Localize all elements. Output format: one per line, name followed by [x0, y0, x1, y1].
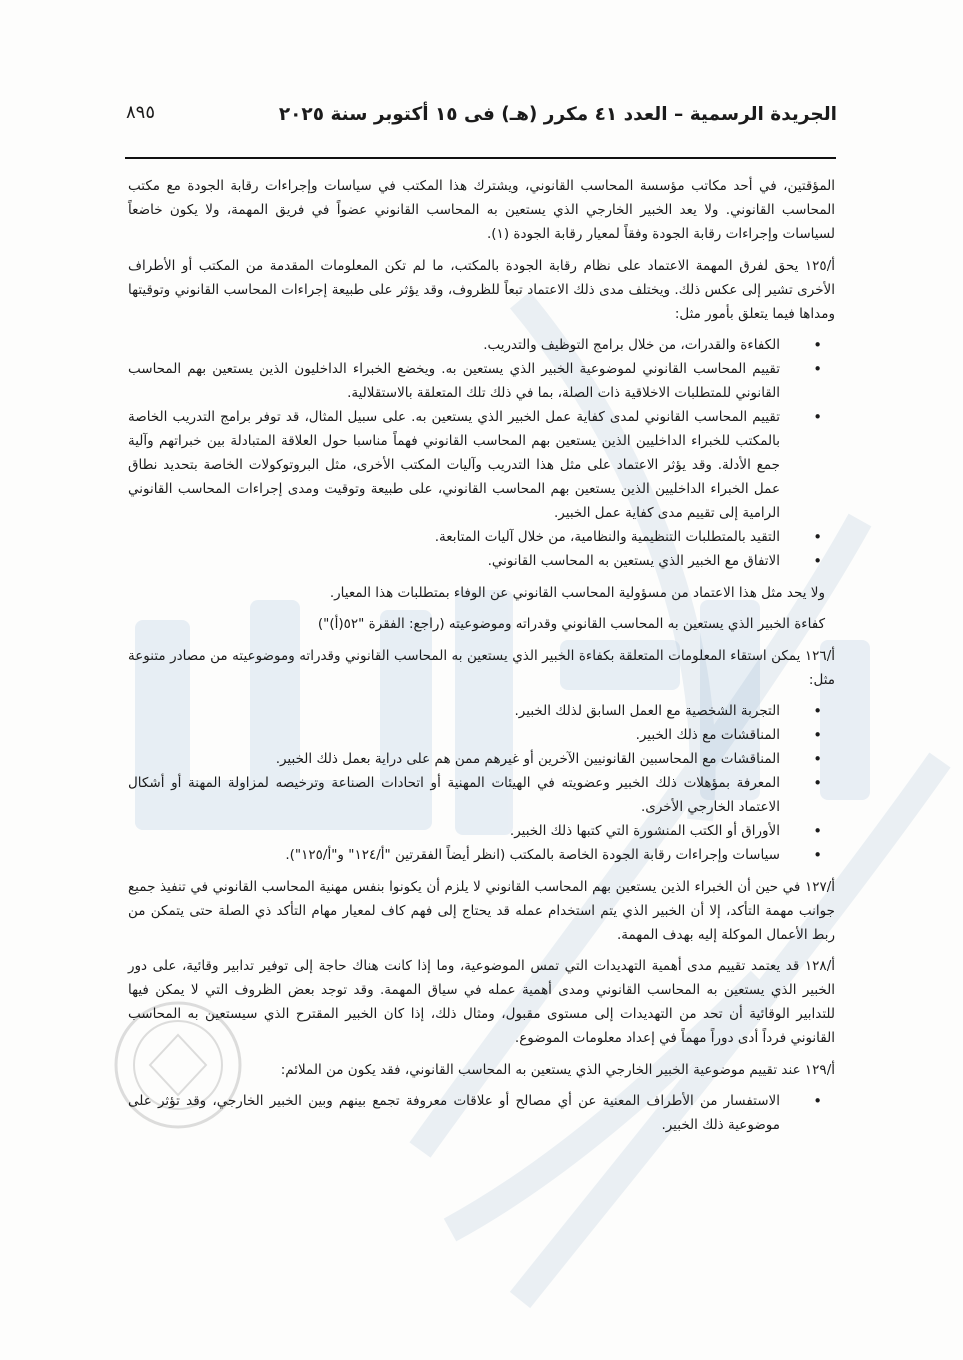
- bullet-list-a126: [128, 699, 835, 867]
- page-body: [128, 174, 835, 1145]
- note-paragraph: ولا يحد مثل هذا الاعتماد من مسؤولية المحاسب القانوني عن الوفاء بمتطلبات هذا المعيار.: [329, 584, 825, 601]
- paragraph-text: في حين أن الخبراء الذين يستعين بهم المحاسب القانوني لا يلزم أن يكونوا بنفس مهنية المحاسب القانوني في تنفيذ جميع جوانب مهمة التأكد، إلا أن الخبير الذي يتم استخدام عمله قد يحتاج إلى فهم كاف لمعيار مهام التأكد ذي الصلة حتى يتمكن من ربط الأعمال الموكلة إليه بهدف المهمة.: [128, 878, 835, 943]
- list-item: • الاستفسار من الأطراف المعنية عن أي مصالح أو علاقات معروفة تجمع بينهم وبين الخبير الخارجي، وقد تؤثر على موضوعية ذلك الخبير.: [128, 1089, 780, 1137]
- paragraph-number: أ/١٢٧: [804, 878, 836, 895]
- list-item: • المناقشات مع المحاسبين القانونيين الآخرين أو غيرهم ممن هم على دراية بعمل ذلك الخبير.: [128, 747, 780, 771]
- paragraph-a127: [128, 875, 835, 947]
- paragraph-a126: [128, 644, 835, 692]
- paragraph-text: عند تقييم موضوعية الخبير الخارجي الذي يستعين به المحاسب القانوني، فقد يكون من الملائم:: [280, 1061, 801, 1078]
- paragraph-a125: [128, 254, 835, 326]
- list-item: • الأوراق أو الكتب المنشورة التي كتبها ذلك الخبير.: [128, 819, 780, 843]
- paragraph-number: أ/١٢٨: [804, 958, 835, 975]
- bullet-list-a125: [128, 333, 835, 573]
- paragraph-text: يحق لفرق المهمة الاعتماد على نظام رقابة الجودة بالمكتب، ما لم تكن المعلومات المقدمة من المكتب أو الأطراف الأخرى تشير إلى عكس ذلك. ويختلف مدى ذلك الاعتماد تبعاً للظروف، وقد يؤثر على طبيعة إجراءات المحاسب القانوني وتوقيتها ومداها فيما يتعلق بأمور مثل:: [128, 257, 835, 322]
- list-item: • تقييم المحاسب القانوني لمدى كفاية عمل الخبير الذي يستعين به. على سبيل المثال، قد توفر برامج التدريب الخاصة بالمكتب للخبراء الداخليين الذين يستعين بهم المحاسب القانوني فهماً مناسبا حول العلاقة المتبادلة بين خبراتهم وآلية جمع الأدلة. وقد يؤثر الاعتماد على مثل هذا التدريب وآليات المكتب الأخرى، مثل البروتوكولات الخاصة بتحديد نطاق عمل الخبراء الداخليين الذين يستعين بهم المحاسب القانوني، على طبيعة وتوقيت ومدى إجراءات المحاسب القانوني الرامية إلى تقييم مدى كفاية عمل الخبير.: [128, 405, 780, 525]
- section-heading: كفاءة الخبير الذي يستعين به المحاسب القانوني وقدراته وموضوعيته (راجع: الفقرة "٥٢(أ)"): [317, 616, 825, 633]
- list-item: • المناقشات مع ذلك الخبير.: [128, 723, 780, 747]
- list-item: • التجربة الشخصية مع العمل السابق لذلك الخبير.: [128, 699, 780, 723]
- list-item: • تقييم المحاسب القانوني لموضوعية الخبير الذي يستعين به. ويخضع الخبراء الداخليون الذين يستعين بهم المحاسب القانوني للمتطلبات الاخلاقية ذات الصلة، بما في ذلك تلك المتعلقة بالاستقلالية.: [128, 357, 780, 405]
- paragraph-a129: [128, 1058, 835, 1082]
- list-item: • الكفاءة والقدرات، من خلال برامج التوظيف والتدريب.: [128, 333, 780, 357]
- gazette-header-title: الجريدة الرسمية – العدد ٤١ مكرر (هـ) فى ١٥ أكتوبر سنة ٢٠٢٥: [278, 104, 837, 125]
- paragraph-a128: [128, 954, 835, 1050]
- paragraph-text: يمكن استقاء المعلومات المتعلقة بكفاءة الخبير الذي يستعين به المحاسب القانوني وقدراته وموضوعيته من مصادر متنوعة مثل:: [128, 647, 835, 688]
- header-divider: [125, 157, 836, 159]
- list-item: • سياسات وإجراءات رقابة الجودة الخاصة بالمكتب (انظر أيضاً الفقرتين "أ/١٢٤" و"أ/١٢٥").: [128, 843, 780, 867]
- paragraph-number: أ/١٢٦: [804, 647, 835, 664]
- paragraph-number: أ/١٢٩: [804, 1061, 835, 1078]
- page-number: ٨٩٥: [126, 102, 156, 123]
- list-item: • المعرفة بمؤهلات ذلك الخبير وعضويته في الهيئات المهنية أو اتحادات الصناعة وترخيصه لمزاولة المهنة أو أشكال الاعتماد الخارجي الأخرى.: [128, 771, 780, 819]
- intro-paragraph: المؤقتين، في أحد مكاتب مؤسسة المحاسب القانوني، ويشترك هذا المكتب في سياسات وإجراءات رقابة الجودة مع مكتب المحاسب القانوني. ولا يعد الخبير الخارجي الذي يستعين به المحاسب القانوني عضواً في فريق المهمة، ولا يكون خاضعاً لسياسات وإجراءات رقابة الجودة وفقاً لمعيار رقابة الجودة (١).: [128, 178, 835, 243]
- list-item: • الاتفاق مع الخبير الذي يستعين به المحاسب القانوني.: [128, 549, 780, 573]
- list-item: • التقيد بالمتطلبات التنظيمية والنظامية، من خلال آليات المتابعة.: [128, 525, 780, 549]
- paragraph-text: قد يعتمد تقييم مدى أهمية التهديدات التي تمس الموضوعية، وما إذا كانت هناك حاجة إلى توفير تدابير وقائية، على دور الخبير الذي يستعين به المحاسب القانوني ومدى أهمية عمله في سياق المهمة. وقد توجد بعض الظروف التي لا يمكن فيها للتدابير الوقائية أن تحد من التهديدات إلى مستوى مقبول، ومثال ذلك، إذا كان الخبير المقترح الذي سيستعين به المحاسب القانوني فرداً أدى دوراً مهماً في إعداد معلومات الموضوع.: [128, 958, 835, 1047]
- bullet-list-a129: [128, 1089, 835, 1137]
- paragraph-number: أ/١٢٥: [804, 257, 835, 274]
